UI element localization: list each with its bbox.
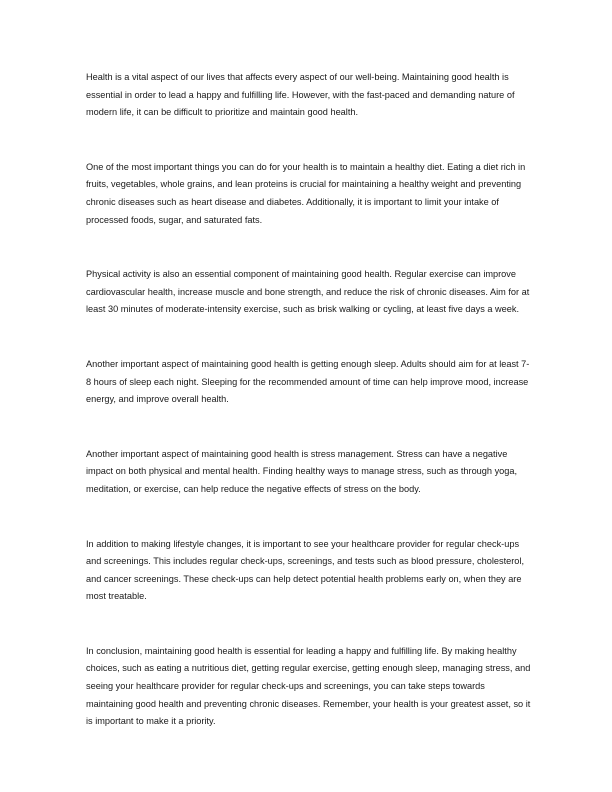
paragraph-physical-activity: Physical activity is also an essential component of maintaining good health. Regular exercise can improve cardiovascular health, increase muscle and bone strength, and reduce the risk of chronic diseases. Aim for at least 30 minutes of moderate-intensity exercise, such as brisk walking or cycling, at least five days a week. xyxy=(86,269,530,315)
paragraph-conclusion: In conclusion, maintaining good health is essential for leading a happy and fulfilling life. By making healthy choices, such as eating a nutritious diet, getting regular exercise, getting enough sleep, managing stress, and seeing your healthcare provider for regular check-ups and screenings, you can take steps towards maintaining good health and preventing chronic diseases. Remember, your health is your greatest asset, so it is important to make it a priority. xyxy=(86,645,531,727)
paragraph-stress: Another important aspect of maintaining good health is stress management. Stress can have a negative impact on both physical and mental health. Finding healthy ways to manage stress, such as through yoga, meditation, or exercise, can help reduce the negative effects of stress on the body. xyxy=(86,448,518,494)
paragraph-checkups: In addition to making lifestyle changes, it is important to see your healthcare provider for regular check-ups and screenings. This includes regular check-ups, screenings, and tests such as blood pressure, cholesterol, and cancer screenings. These check-ups can help detect potential health problems early on, when they are most treatable. xyxy=(86,538,525,602)
paragraph-diet: One of the most important things you can do for your health is to maintain a healthy diet. Eating a diet rich in fruits, vegetables, whole grains, and lean proteins is crucial for maintaining a healthy weight and preventing chronic diseases such as heart disease and diabetes. Additionally, it is important to limit your intake of processed foods, sugar, and saturated fats. xyxy=(86,161,526,225)
paragraph-intro: Health is a vital aspect of our lives that affects every aspect of our well-being. Maintaining good health is essential in order to lead a happy and fulfilling life. However, with the fast-paced and demanding nature of modern life, it can be difficult to prioritize and maintain good health. xyxy=(86,72,515,118)
document-body xyxy=(86,69,532,768)
paragraph-sleep: Another important aspect of maintaining good health is getting enough sleep. Adults should aim for at least 7-8 hours of sleep each night. Sleeping for the recommended amount of time can help improve mood, increase energy, and improve overall health. xyxy=(86,358,530,405)
